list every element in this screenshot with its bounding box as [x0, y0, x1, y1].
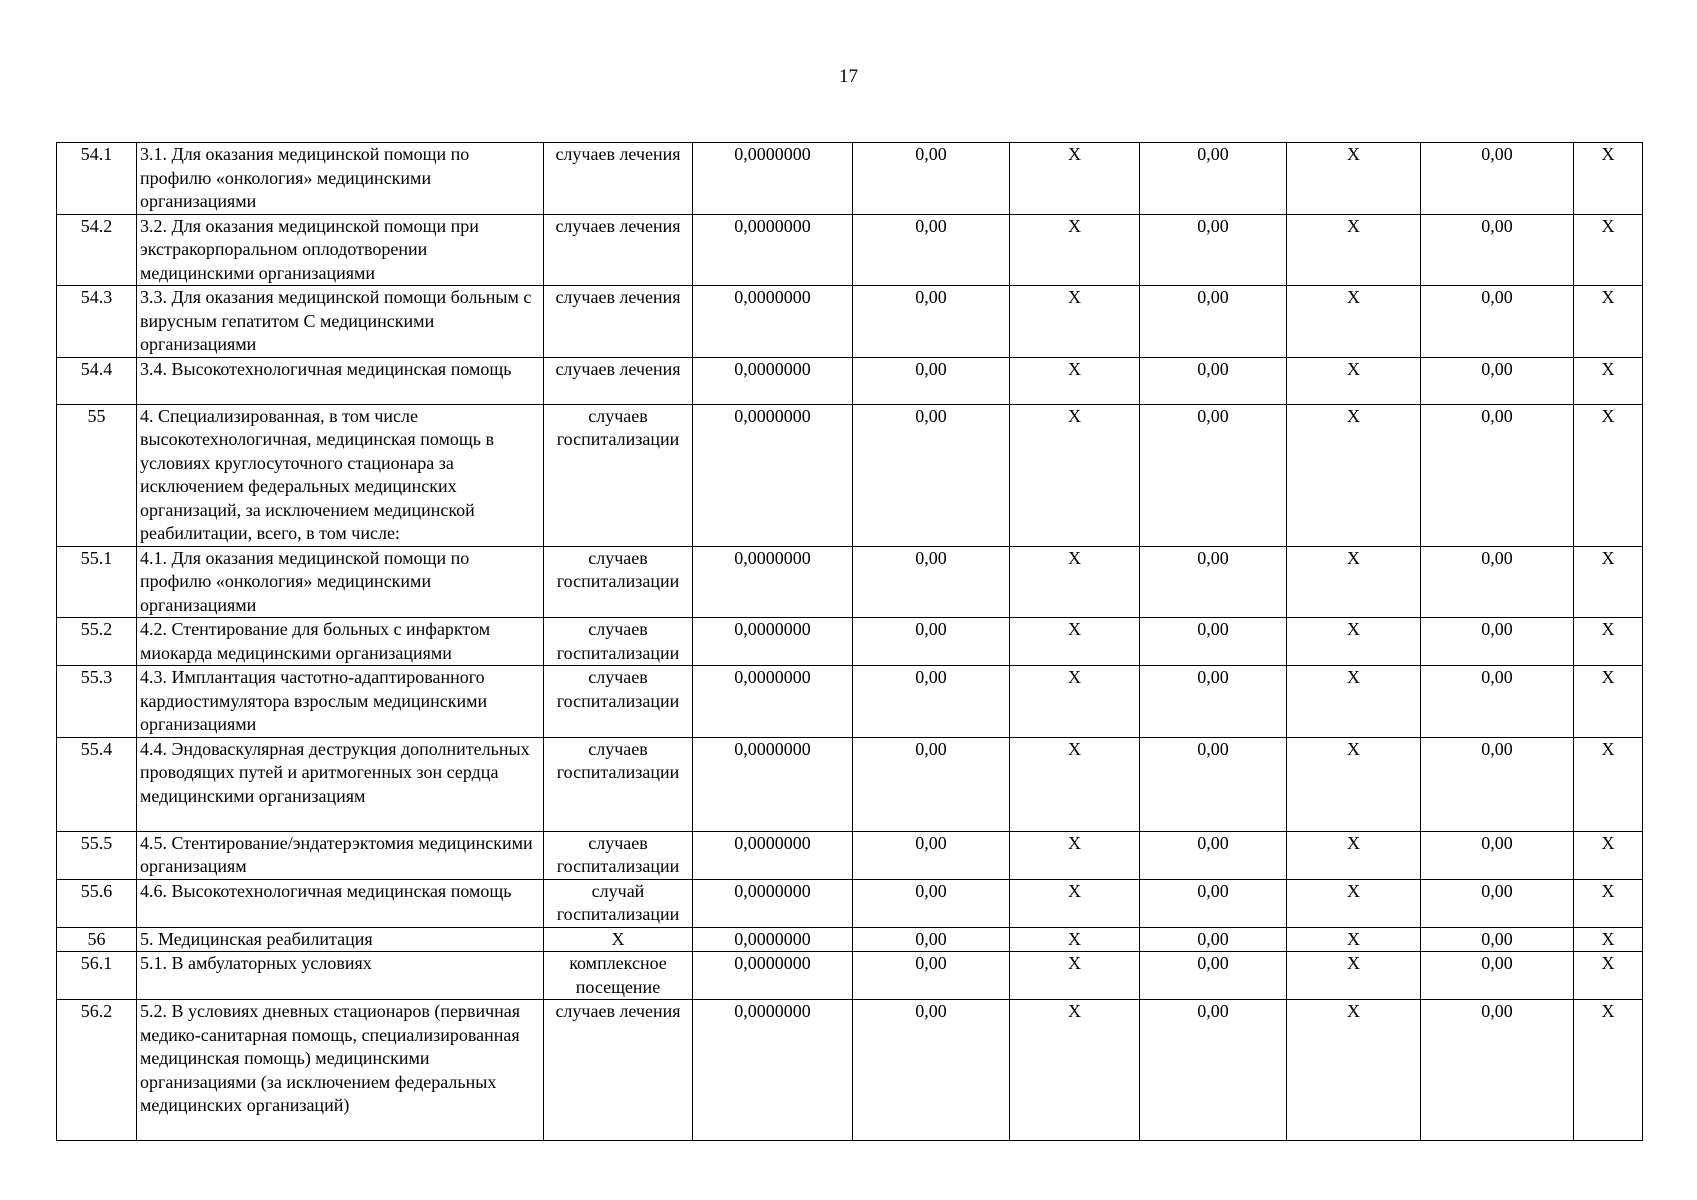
row-unit-cell: случаев лечения — [544, 286, 693, 358]
row-value-cell: 0,0000000 — [693, 404, 853, 546]
row-value-cell: 0,00 — [1421, 879, 1574, 927]
row-value-cell: X — [1287, 879, 1421, 927]
row-number-cell: 55.3 — [57, 666, 137, 738]
row-value-cell: 0,0000000 — [693, 546, 853, 618]
row-value-cell: 0,00 — [1140, 1000, 1287, 1141]
row-name-cell: 3.4. Высокотехнологичная медицинская помощь — [137, 357, 544, 404]
row-value-cell: X — [1010, 666, 1140, 738]
row-number-cell: 56.1 — [57, 952, 137, 1000]
row-value-cell: 0,00 — [853, 357, 1010, 404]
table-row — [57, 666, 1643, 738]
row-value-cell: 0,0000000 — [693, 831, 853, 879]
row-value-cell: 0,00 — [1140, 286, 1287, 358]
row-number-cell: 55.6 — [57, 879, 137, 927]
row-unit-cell: случаев госпитализации — [544, 404, 693, 546]
page-number: 17 — [839, 66, 858, 87]
row-unit-cell: случаев госпитализации — [544, 831, 693, 879]
row-value-cell: X — [1574, 404, 1643, 546]
row-value-cell: 0,00 — [1421, 214, 1574, 286]
row-value-cell: 0,0000000 — [693, 952, 853, 1000]
row-value-cell: 0,0000000 — [693, 737, 853, 831]
row-value-cell: X — [1010, 618, 1140, 666]
row-value-cell: 0,0000000 — [693, 357, 853, 404]
row-value-cell: 0,0000000 — [693, 286, 853, 358]
table-row — [57, 404, 1643, 546]
table-row — [57, 143, 1643, 215]
row-unit-cell: случаев лечения — [544, 143, 693, 215]
row-number-cell: 56.2 — [57, 1000, 137, 1141]
table-body — [57, 143, 1643, 1141]
row-value-cell: X — [1010, 546, 1140, 618]
row-value-cell: X — [1574, 927, 1643, 952]
row-unit-cell: комплексное посещение — [544, 952, 693, 1000]
row-value-cell: 0,00 — [853, 879, 1010, 927]
row-value-cell: X — [1574, 143, 1643, 215]
row-value-cell: 0,00 — [1421, 952, 1574, 1000]
row-value-cell: 0,0000000 — [693, 1000, 853, 1141]
row-value-cell: 0,0000000 — [693, 927, 853, 952]
row-value-cell: 0,00 — [1421, 357, 1574, 404]
row-value-cell: X — [1287, 1000, 1421, 1141]
row-unit-cell: случаев лечения — [544, 1000, 693, 1141]
row-value-cell: X — [1010, 1000, 1140, 1141]
row-number-cell: 54.3 — [57, 286, 137, 358]
row-value-cell: X — [1287, 286, 1421, 358]
row-value-cell: 0,00 — [1140, 357, 1287, 404]
row-value-cell: 0,00 — [1421, 404, 1574, 546]
table-row — [57, 952, 1643, 1000]
row-value-cell: 0,00 — [1140, 831, 1287, 879]
row-value-cell: 0,00 — [1421, 143, 1574, 215]
row-value-cell: 0,00 — [1140, 214, 1287, 286]
table-row — [57, 357, 1643, 404]
row-name-cell: 4.4. Эндоваскулярная деструкция дополнительных проводящих путей и аритмогенных зон сердца медицинскими организациям — [137, 737, 544, 831]
row-name-cell: 4.3. Имплантация частотно-адаптированного кардиостимулятора взрослым медицинскими организациями — [137, 666, 544, 738]
row-value-cell: X — [1287, 831, 1421, 879]
row-name-cell: 4.5. Стентирование/эндатерэктомия медицинскими организациям — [137, 831, 544, 879]
row-value-cell: X — [1287, 927, 1421, 952]
table-row — [57, 831, 1643, 879]
row-value-cell: X — [1574, 618, 1643, 666]
row-value-cell: X — [1010, 879, 1140, 927]
row-value-cell: X — [1574, 737, 1643, 831]
row-value-cell: X — [1574, 666, 1643, 738]
row-value-cell: 0,00 — [853, 952, 1010, 1000]
table-row — [57, 546, 1643, 618]
row-value-cell: 0,00 — [853, 286, 1010, 358]
row-value-cell: 0,0000000 — [693, 666, 853, 738]
row-name-cell: 4. Специализированная, в том числе высокотехнологичная, медицинская помощь в условиях круглосуточного стационара за исключением федеральных медицинских организаций, за исключением медицинской реабилитации, всего, в том числе: — [137, 404, 544, 546]
row-value-cell: 0,00 — [1421, 831, 1574, 879]
row-value-cell: X — [1010, 286, 1140, 358]
row-name-cell: 4.6. Высокотехнологичная медицинская помощь — [137, 879, 544, 927]
row-value-cell: X — [1287, 666, 1421, 738]
row-number-cell: 56 — [57, 927, 137, 952]
row-value-cell: 0,00 — [1140, 546, 1287, 618]
row-name-cell: 3.1. Для оказания медицинской помощи по профилю «онкология» медицинскими организациями — [137, 143, 544, 215]
row-value-cell: 0,00 — [1421, 1000, 1574, 1141]
row-value-cell: 0,0000000 — [693, 879, 853, 927]
row-value-cell: 0,00 — [1421, 737, 1574, 831]
table-row — [57, 737, 1643, 831]
row-value-cell: 0,0000000 — [693, 618, 853, 666]
row-value-cell: X — [1010, 927, 1140, 952]
row-value-cell: X — [1574, 1000, 1643, 1141]
row-name-cell: 3.3. Для оказания медицинской помощи больным с вирусным гепатитом С медицинскими организациями — [137, 286, 544, 358]
table-row — [57, 1000, 1643, 1141]
data-table — [56, 142, 1643, 1141]
row-value-cell: 0,00 — [1421, 286, 1574, 358]
row-unit-cell: случай госпитализации — [544, 879, 693, 927]
row-unit-cell: случаев лечения — [544, 357, 693, 404]
row-name-cell: 5.2. В условиях дневных стационаров (первичная медико-санитарная помощь, специализированная медицинская помощь) медицинскими организациями (за исключением федеральных медицинских организаций) — [137, 1000, 544, 1141]
row-value-cell: 0,00 — [1140, 666, 1287, 738]
row-value-cell: X — [1574, 952, 1643, 1000]
row-name-cell: 4.2. Стентирование для больных с инфарктом миокарда медицинскими организациями — [137, 618, 544, 666]
row-value-cell: X — [1010, 214, 1140, 286]
row-number-cell: 55.4 — [57, 737, 137, 831]
row-value-cell: 0,00 — [1421, 618, 1574, 666]
row-value-cell: X — [1574, 879, 1643, 927]
row-number-cell: 55 — [57, 404, 137, 546]
row-value-cell: X — [1010, 143, 1140, 215]
row-value-cell: 0,0000000 — [693, 143, 853, 215]
row-value-cell: 0,00 — [1140, 404, 1287, 546]
row-unit-cell: случаев госпитализации — [544, 546, 693, 618]
row-value-cell: 0,00 — [1140, 143, 1287, 215]
row-value-cell: 0,00 — [1140, 618, 1287, 666]
row-unit-cell: случаев госпитализации — [544, 618, 693, 666]
row-value-cell: X — [1574, 357, 1643, 404]
row-name-cell: 5. Медицинская реабилитация — [137, 927, 544, 952]
row-value-cell: 0,00 — [853, 214, 1010, 286]
row-value-cell: 0,0000000 — [693, 214, 853, 286]
row-value-cell: 0,00 — [1421, 546, 1574, 618]
row-value-cell: 0,00 — [853, 831, 1010, 879]
row-value-cell: 0,00 — [853, 546, 1010, 618]
row-value-cell: X — [1010, 357, 1140, 404]
row-value-cell: X — [1010, 404, 1140, 546]
row-value-cell: 0,00 — [1140, 879, 1287, 927]
row-value-cell: 0,00 — [1140, 927, 1287, 952]
row-name-cell: 3.2. Для оказания медицинской помощи при экстракорпоральном оплодотворении медицинскими организациями — [137, 214, 544, 286]
row-value-cell: 0,00 — [1140, 952, 1287, 1000]
row-unit-cell: случаев лечения — [544, 214, 693, 286]
row-value-cell: 0,00 — [853, 404, 1010, 546]
row-value-cell: 0,00 — [1421, 927, 1574, 952]
row-value-cell: X — [1574, 286, 1643, 358]
row-value-cell: X — [1287, 404, 1421, 546]
table-row — [57, 618, 1643, 666]
row-value-cell: X — [1287, 737, 1421, 831]
row-value-cell: X — [1287, 618, 1421, 666]
row-value-cell: 0,00 — [853, 737, 1010, 831]
row-value-cell: 0,00 — [853, 927, 1010, 952]
row-value-cell: X — [1574, 831, 1643, 879]
row-number-cell: 54.2 — [57, 214, 137, 286]
row-value-cell: X — [1010, 831, 1140, 879]
row-value-cell: X — [1574, 214, 1643, 286]
row-value-cell: 0,00 — [853, 143, 1010, 215]
row-value-cell: X — [1287, 546, 1421, 618]
row-unit-cell: X — [544, 927, 693, 952]
row-value-cell: 0,00 — [1140, 737, 1287, 831]
row-number-cell: 54.4 — [57, 357, 137, 404]
row-number-cell: 55.5 — [57, 831, 137, 879]
row-value-cell: 0,00 — [1421, 666, 1574, 738]
row-value-cell: 0,00 — [853, 666, 1010, 738]
row-value-cell: 0,00 — [853, 618, 1010, 666]
row-unit-cell: случаев госпитализации — [544, 666, 693, 738]
table-row — [57, 879, 1643, 927]
row-name-cell: 5.1. В амбулаторных условиях — [137, 952, 544, 1000]
row-value-cell: X — [1287, 143, 1421, 215]
row-number-cell: 55.2 — [57, 618, 137, 666]
row-number-cell: 54.1 — [57, 143, 137, 215]
row-value-cell: X — [1287, 357, 1421, 404]
row-unit-cell: случаев госпитализации — [544, 737, 693, 831]
row-value-cell: X — [1010, 952, 1140, 1000]
row-value-cell: X — [1574, 546, 1643, 618]
row-value-cell: X — [1010, 737, 1140, 831]
table-row — [57, 927, 1643, 952]
table-row — [57, 286, 1643, 358]
table-row — [57, 214, 1643, 286]
row-value-cell: X — [1287, 952, 1421, 1000]
row-number-cell: 55.1 — [57, 546, 137, 618]
row-name-cell: 4.1. Для оказания медицинской помощи по профилю «онкология» медицинскими организациями — [137, 546, 544, 618]
row-value-cell: X — [1287, 214, 1421, 286]
row-value-cell: 0,00 — [853, 1000, 1010, 1141]
